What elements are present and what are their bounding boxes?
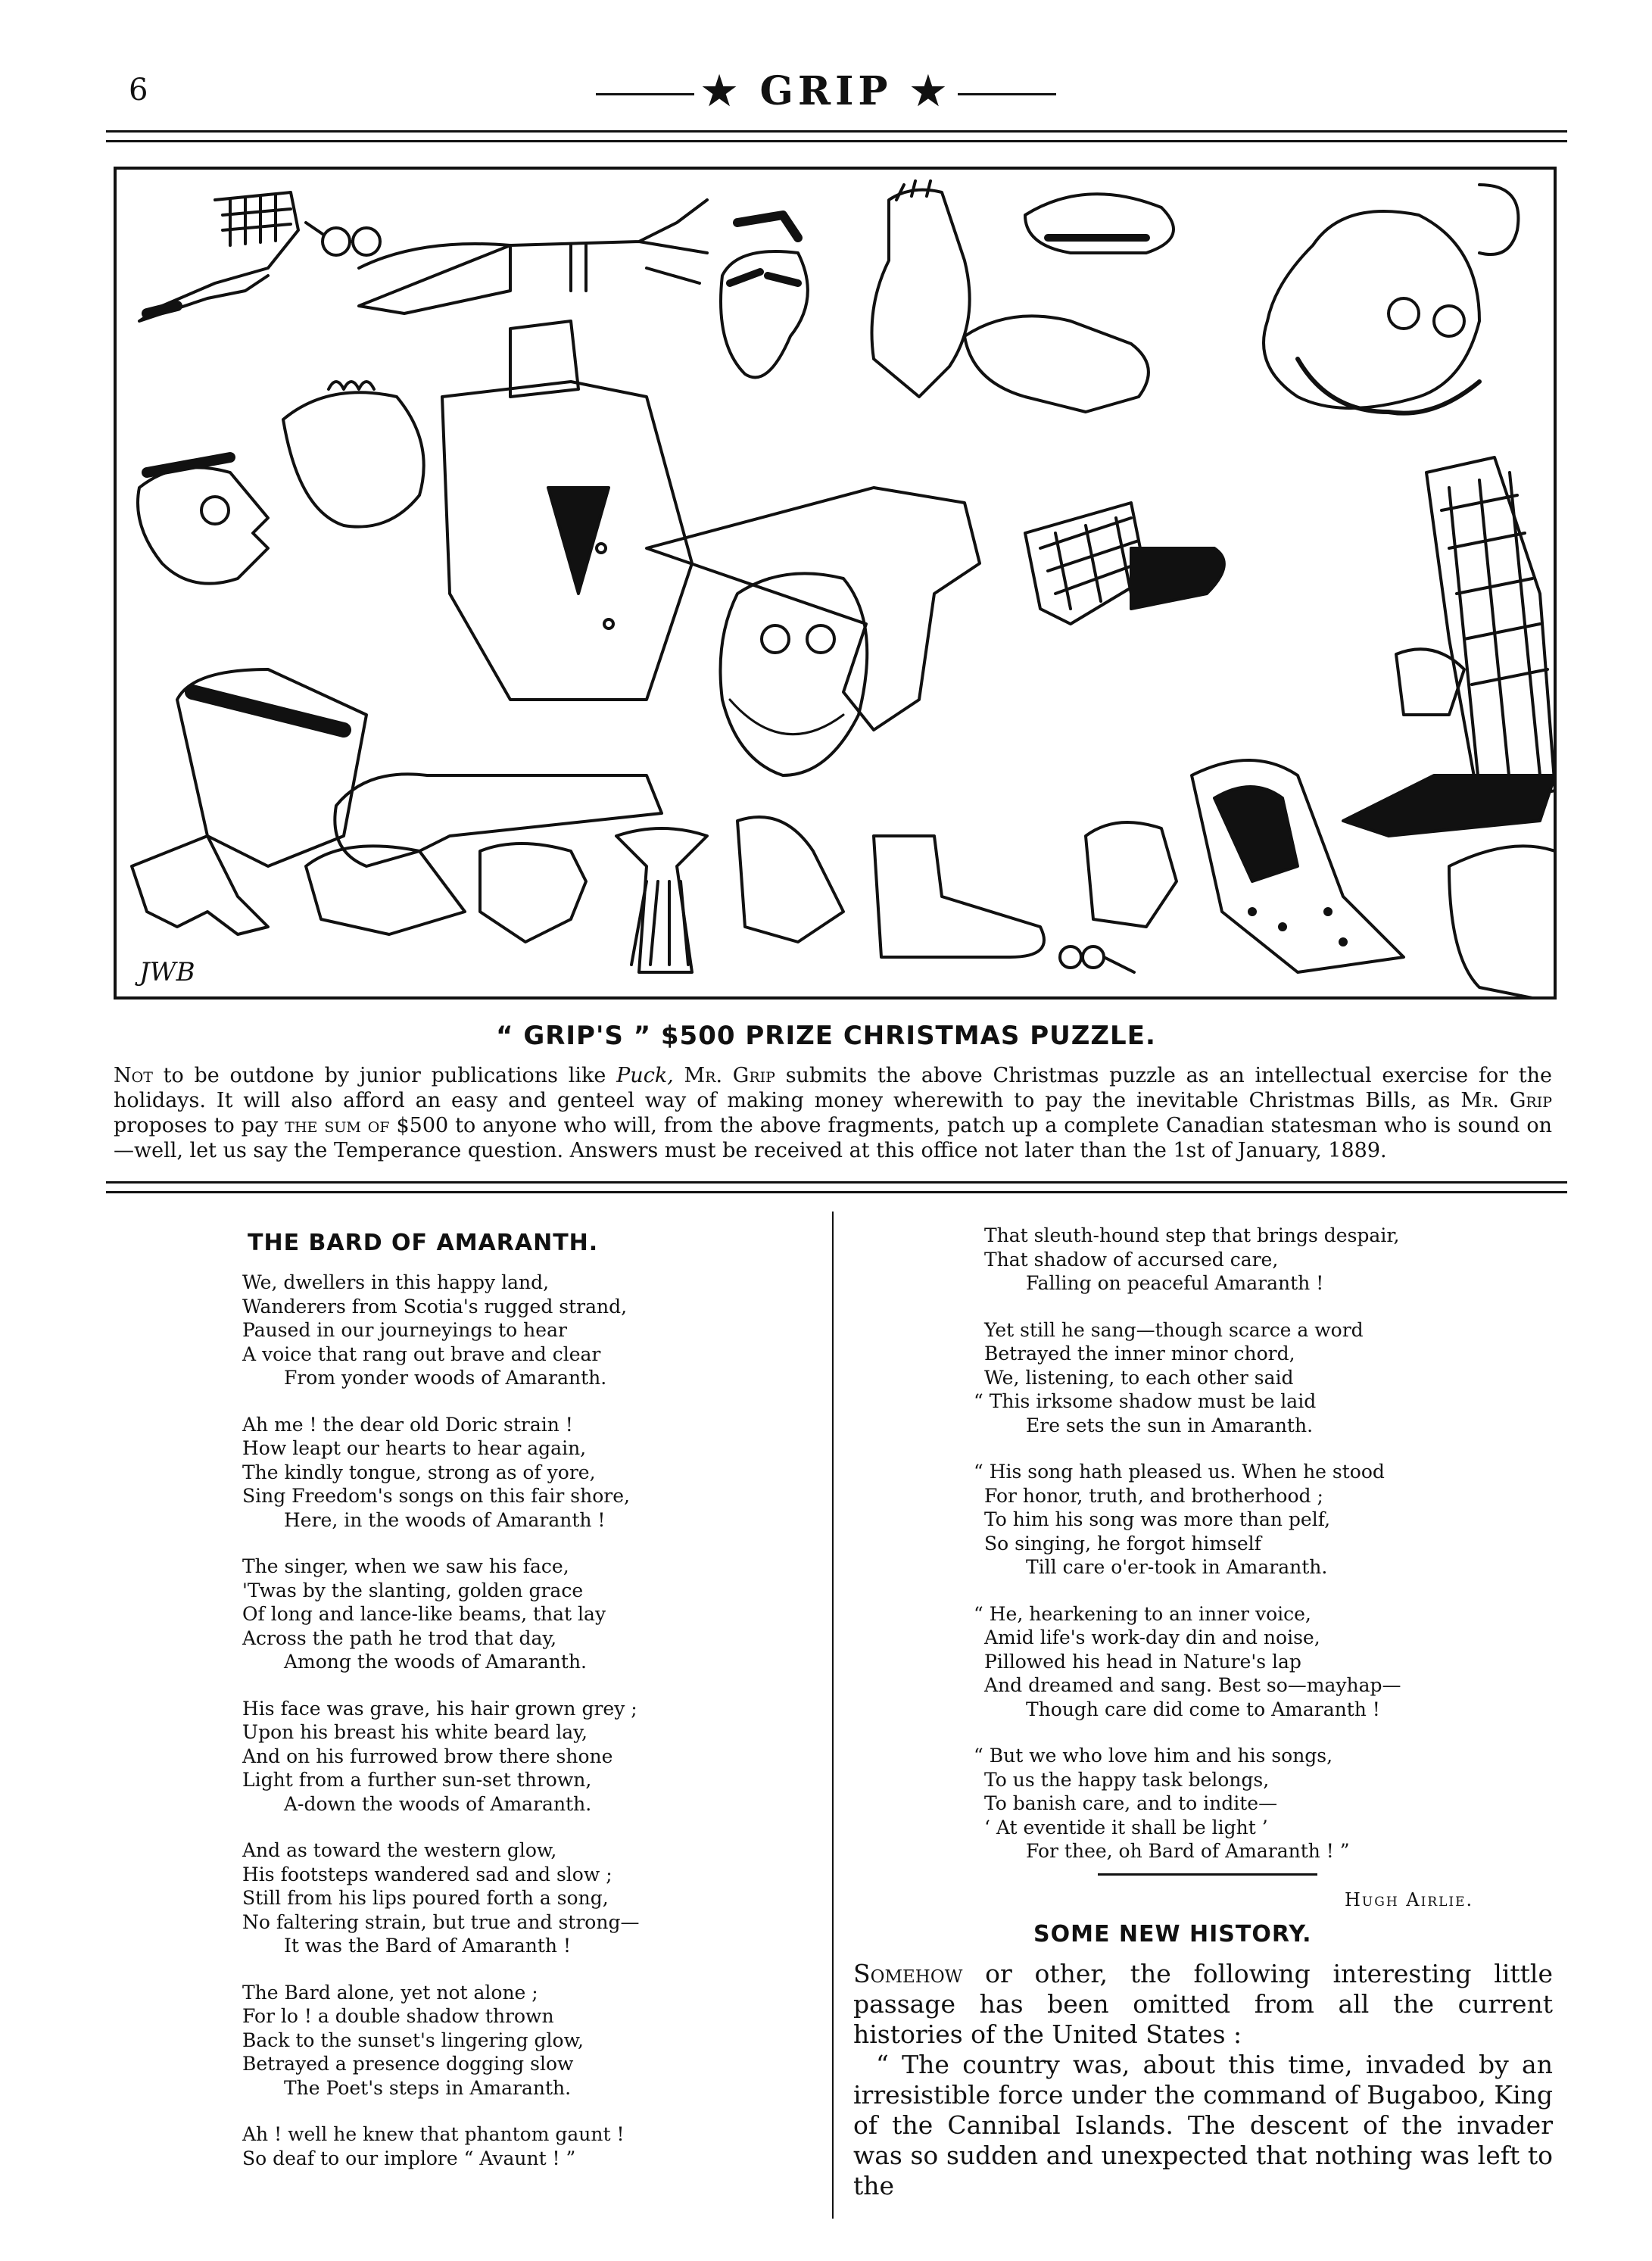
bottom-profile-sketch [480, 844, 586, 942]
history-paragraph: “ The country was, about this time, invaded by an irresistible force under the command of Bugaboo, King of the Cannibal Islands. The descent of the invader was so sudden and unexpected that nothing was left to the [853, 2050, 1553, 2200]
poem-stanza [974, 1602, 1401, 1722]
poem-line: The Poet's steps in Amaranth. [284, 2076, 572, 2099]
poem-line: And as toward the western glow, [242, 1839, 557, 1861]
poem-stanza [242, 1838, 639, 1958]
poem-line: A voice that rang out brave and clear [242, 1343, 601, 1365]
poem-line: 'Twas by the slanting, golden grace [242, 1579, 584, 1601]
necktie-sketch [616, 828, 707, 972]
poem-line: How leapt our hearts to hear again, [242, 1437, 587, 1459]
poem-line: His footsteps wandered sad and slow ; [242, 1863, 612, 1885]
hand-sketch [965, 316, 1149, 412]
poem-line: The singer, when we saw his face, [242, 1555, 569, 1577]
poem-line: Still from his lips poured forth a song, [242, 1887, 609, 1909]
poem-line: And on his furrowed brow there shone [242, 1745, 613, 1767]
column-divider [832, 1212, 834, 2219]
poem-stanza [974, 1460, 1401, 1580]
poem-line: And dreamed and sang. Best so—mayhap— [984, 1674, 1401, 1696]
poem-line: Light from a further sun-set thrown, [242, 1769, 592, 1791]
glasses-profile-sketch [138, 457, 268, 584]
poem-author: Hugh Airlie. [1345, 1889, 1474, 1910]
poem-stanza [242, 1697, 639, 1817]
polka-hat-sketch [1192, 760, 1404, 972]
puzzle-title: “ GRIP'S ” $500 PRIZE CHRISTMAS PUZZLE. [496, 1021, 1156, 1051]
poem-stanza [974, 1318, 1401, 1438]
poem-line: Amid life's work-day din and noise, [984, 1626, 1320, 1648]
poem-line: Paused in our journeyings to hear [242, 1319, 567, 1341]
masthead-title: GRIP [759, 68, 893, 114]
pince-nez-sketch [1060, 947, 1134, 972]
profile-head-sketch [872, 181, 970, 397]
poem-line: Wanderers from Scotia's rugged strand, [242, 1295, 628, 1318]
poem-line: That sleuth-hound step that brings despair, [984, 1224, 1400, 1246]
boot-sketch [139, 192, 298, 321]
poem-title: THE BARD OF AMARANTH. [248, 1230, 599, 1256]
poem-column-left [242, 1271, 639, 2193]
poem-stanza [984, 1224, 1401, 1296]
poem-line: For lo ! a double shadow thrown [242, 2005, 554, 2027]
fierce-face-sketch [721, 215, 808, 377]
poem-stanza [974, 1744, 1401, 1863]
poem-line: Ah me ! the dear old Doric strain ! [242, 1413, 573, 1436]
history-paragraph: Somehow or other, the following interesting little passage has been omitted from all the current histories of the United States : [853, 1959, 1553, 2049]
poem-line: It was the Bard of Amaranth ! [284, 1935, 572, 1957]
bottom-boot-sketch [874, 836, 1044, 957]
poem-line: The kindly tongue, strong as of yore, [242, 1461, 596, 1483]
section-rule [106, 1181, 1567, 1193]
cap-sketch [1025, 194, 1174, 253]
poem-stanza [242, 1413, 639, 1533]
arm-sketch [359, 200, 707, 313]
poem-line: Among the woods of Amaranth. [284, 1651, 587, 1673]
masthead-rule-right [958, 93, 1056, 95]
coat-sketch [442, 321, 692, 700]
poem-line: ‘ At eventide it shall be light ’ [984, 1816, 1268, 1838]
masthead: ★ GRIP ★ [0, 68, 1652, 114]
history-article [853, 1959, 1553, 2201]
poem-line: For thee, oh Bard of Amaranth ! ” [1026, 1840, 1350, 1862]
poem-line: Upon his breast his white beard lay, [242, 1721, 588, 1743]
artist-signature: JWB [139, 957, 195, 987]
history-title: SOME NEW HISTORY. [1033, 1921, 1312, 1948]
poem-line: Here, in the woods of Amaranth ! [284, 1508, 606, 1531]
small-head-sketch [1086, 822, 1177, 927]
poem-line: “ But we who love him and his songs, [974, 1745, 1333, 1767]
poem-line: So singing, he forgot himself [984, 1532, 1261, 1555]
poem-line: For honor, truth, and brotherhood ; [984, 1484, 1323, 1507]
poem-line: To him his song was more than pelf, [984, 1508, 1331, 1530]
masthead-rule-left [596, 93, 694, 95]
poem-stanza [242, 1271, 639, 1390]
curly-head-sketch [283, 382, 424, 527]
poem-line: To us the happy task belongs, [984, 1768, 1270, 1791]
pointing-hand-sketch [132, 836, 268, 934]
poem-line: Sing Freedom's songs on this fair shore, [242, 1485, 630, 1507]
poem-line: So deaf to our implore “ Avaunt ! ” [242, 2147, 576, 2169]
poem-line: “ His song hath pleased us. When he stood [974, 1461, 1385, 1483]
cartoon-illustration [114, 167, 1557, 1000]
poem-line: Betrayed the inner minor chord, [984, 1343, 1295, 1364]
poem-line: Yet still he sang—though scarce a word [984, 1318, 1364, 1341]
poem-line: Ah ! well he knew that phantom gaunt ! [242, 2123, 625, 2145]
bottom-right-face-sketch [1449, 846, 1555, 1000]
spectacled-face-sketch [721, 573, 868, 775]
plaid-leg-sketch [1025, 503, 1224, 624]
poem-stanza [242, 1555, 639, 1674]
poem-line: Pillowed his head in Nature's lap [984, 1650, 1301, 1673]
poem-line: To banish care, and to indite— [984, 1792, 1278, 1814]
poem-column-right [974, 1224, 1401, 1886]
poem-line: Till care o'er-took in Amaranth. [1026, 1556, 1328, 1578]
poem-line: Ere sets the sun in Amaranth. [1026, 1414, 1314, 1436]
poem-line: No faltering strain, but true and strong— [242, 1910, 640, 1933]
poem-line: Betrayed a presence dogging slow [242, 2053, 574, 2075]
poem-line: That shadow of accursed care, [984, 1248, 1279, 1271]
poem-line: “ This irksome shadow must be laid [974, 1390, 1317, 1412]
poem-line: Across the path he trod that day, [242, 1626, 557, 1649]
poem-line: The Bard alone, yet not alone ; [242, 1981, 538, 2004]
bottom-fist-sketch [335, 774, 662, 866]
header-rule [106, 130, 1567, 142]
poem-line: Though care did come to Amaranth ! [1026, 1698, 1380, 1720]
poem-stanza [242, 1981, 639, 2100]
bearded-man-sketch [1264, 185, 1518, 413]
poem-line: Back to the sunset's lingering glow, [242, 2029, 584, 2051]
poem-line: From yonder woods of Amaranth. [284, 1367, 607, 1389]
poem-line: Of long and lance-like beams, that lay [242, 1603, 606, 1625]
right-leg-sketch [1343, 457, 1555, 836]
puzzle-description: Not to be outdone by junior publications like Puck, Mr. Grip submits the above Christmas puzzle as an intellectual exercise for the holidays. It will also afford an easy and genteel way of making money wherewith to pay the inevitable Christmas Bills, as Mr. Grip proposes to pay the sum of $500 to anyone who will, from the above fragments, patch up a complete Canadian statesman who is sound on—well, let us say the Temperance question. Answers must be received at this office not later than the 1st of January, 1889. [114, 1064, 1553, 1162]
fist-arm-sketch [647, 488, 980, 730]
poem-line: “ He, hearkening to an inner voice, [974, 1602, 1311, 1625]
poem-line: We, listening, to each other said [984, 1366, 1294, 1389]
spectacles-sketch [306, 223, 380, 255]
writing-hand-sketch [737, 817, 843, 942]
poem-stanza [242, 2122, 639, 2170]
poem-line: A-down the woods of Amaranth. [284, 1792, 592, 1815]
poem-line: Falling on peaceful Amaranth ! [1026, 1272, 1324, 1294]
poem-line: We, dwellers in this happy land, [242, 1271, 550, 1293]
poem-end-rule [1098, 1873, 1317, 1876]
poem-line: His face was grave, his hair grown grey ; [242, 1697, 637, 1720]
page-number: 6 [129, 73, 148, 108]
